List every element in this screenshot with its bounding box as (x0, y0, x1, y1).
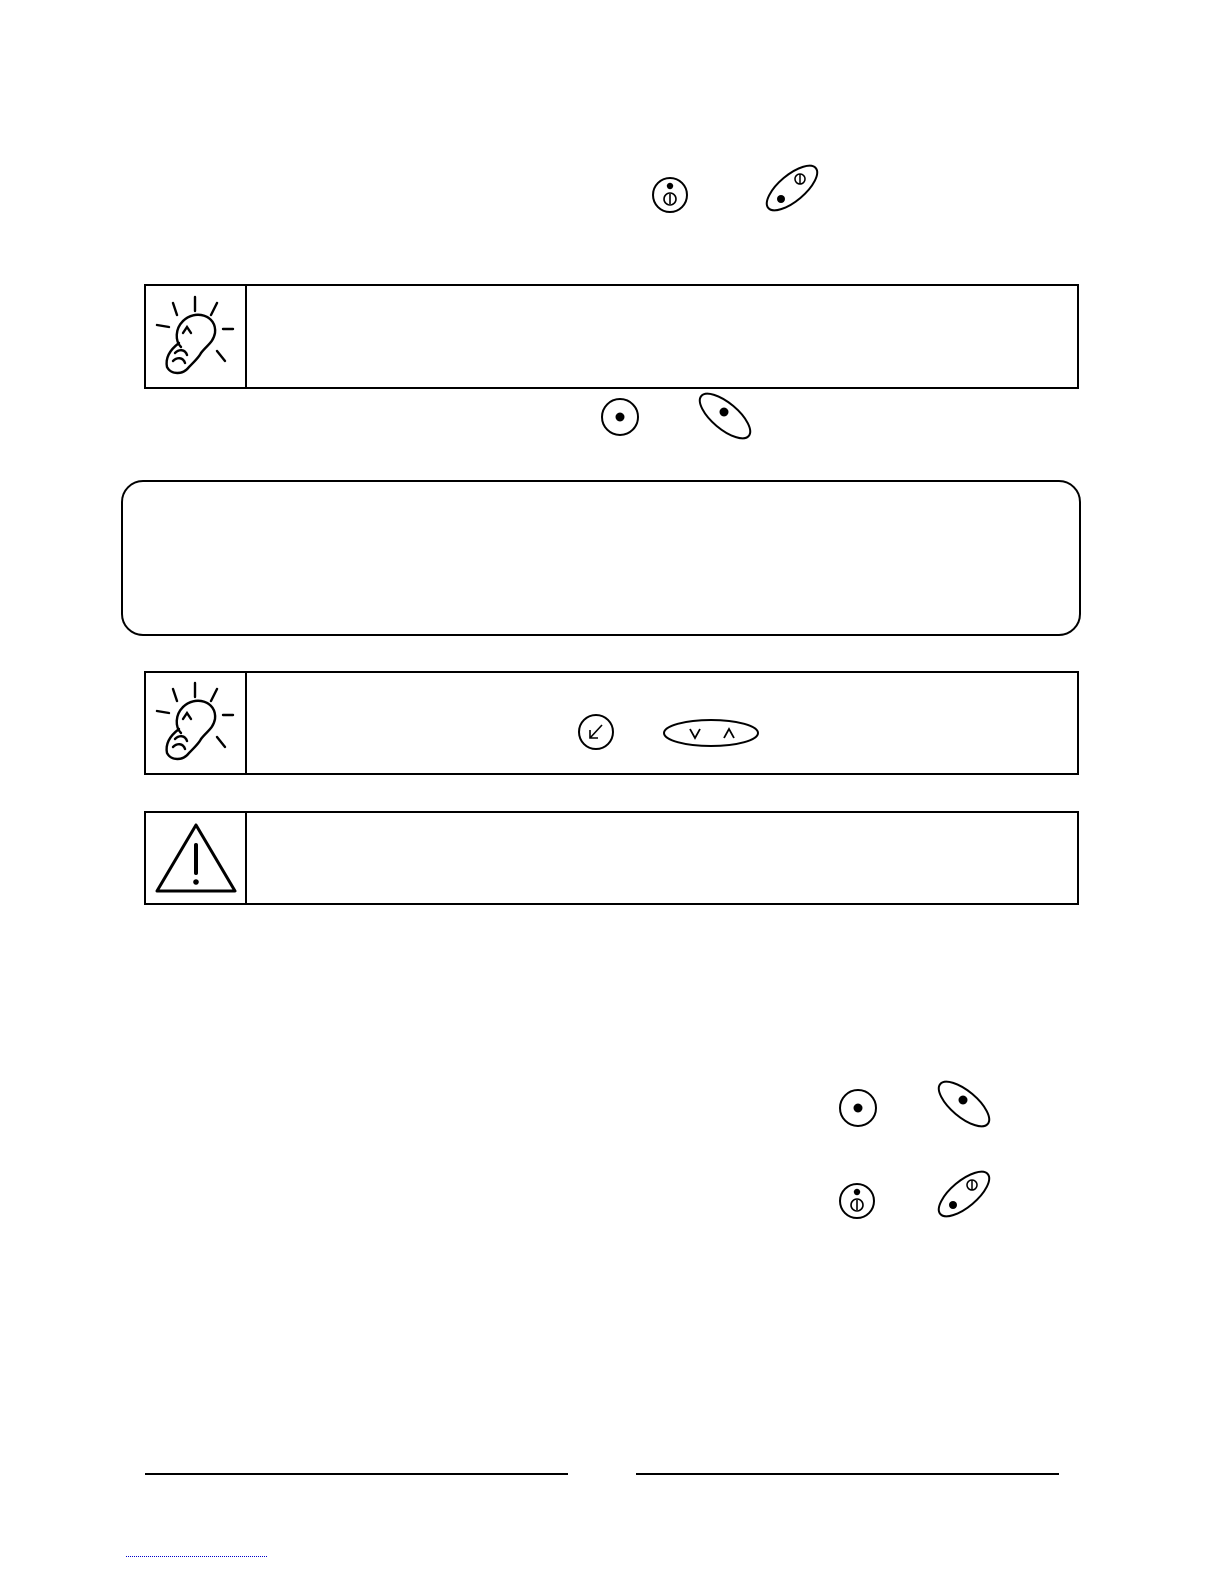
footer-rule-right (636, 1473, 1059, 1475)
lightbulb-icon (153, 681, 239, 765)
warning-icon-cell (146, 813, 247, 903)
up-down-oval-button-icon (662, 718, 760, 748)
power-round-button-icon (651, 176, 689, 214)
tip-icon-cell (146, 286, 247, 387)
record-round-button-icon (600, 397, 640, 437)
warning-note-box (144, 811, 1079, 905)
warning-triangle-icon (153, 819, 239, 897)
tip-note-box (144, 284, 1079, 389)
rounded-note-box (121, 480, 1081, 636)
tip-icon-cell-2 (146, 673, 247, 773)
power-round-button-icon (838, 1182, 876, 1220)
enter-round-button-icon (577, 713, 615, 751)
tip-note-box-2 (144, 671, 1079, 775)
record-oval-button-icon (695, 388, 755, 444)
rounded-note-text (123, 482, 1079, 514)
warning-text (247, 813, 1077, 903)
footer-rule-left (145, 1473, 568, 1475)
lightbulb-icon (153, 295, 239, 379)
record-oval-button-icon (934, 1076, 994, 1132)
power-oval-button-icon (762, 160, 822, 216)
footer-dotted-link (126, 1556, 267, 1557)
power-oval-button-icon (934, 1166, 994, 1222)
record-round-button-icon (838, 1088, 878, 1128)
tip-text (247, 286, 1077, 387)
